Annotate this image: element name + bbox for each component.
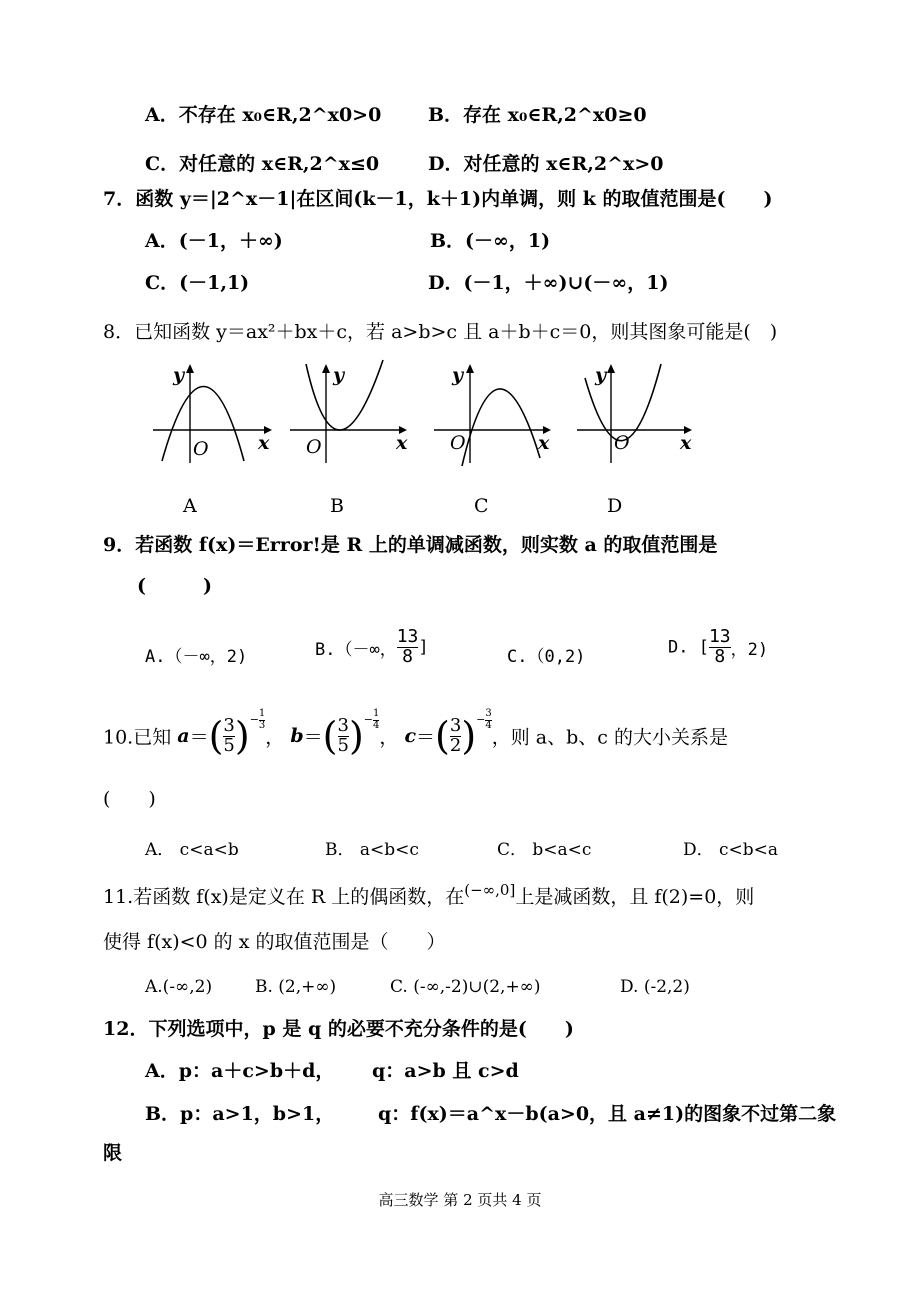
q12-stem: 12．下列选项中，p 是 q 的必要不充分条件的是( ) [103, 1018, 574, 1040]
q10-c-exp-minus: − [476, 713, 486, 726]
q9-stem: 9．若函数 f(x)＝Error!是 R 上的单调减函数，则实数 a 的取值范围是 [103, 534, 718, 556]
q10-a-den: 5 [223, 734, 235, 756]
q6-option-a: A．不存在 x₀∈R,2^x0>0 [145, 104, 382, 126]
q9-b-fraction [397, 628, 419, 667]
q8-c-origin: O [450, 432, 466, 454]
q9-option-a: A.（－∞，2) [145, 647, 248, 667]
q8-label-a: A [183, 495, 197, 517]
q10-c-exp-den: 4 [485, 719, 492, 731]
q10-a-exp-minus: − [249, 713, 259, 726]
q10-tail: ，则 a、b、c 的大小关系是 [491, 726, 728, 749]
q9-d-den: 8 [714, 645, 726, 667]
q7-option-a: A．(－1，＋∞) [145, 230, 283, 252]
q10-b-exp-num: 1 [373, 708, 380, 719]
q11-stem-part1: 11.若函数 f(x)是定义在 R 上的偶函数，在 [103, 886, 465, 908]
q10-paren: ( ) [103, 788, 156, 810]
q11-stem-line2: 使得 f(x)<0 的 x 的取值范围是（ ） [103, 931, 446, 953]
q7-option-c: C．(－1,1) [145, 272, 250, 294]
q11-option-a: A.(-∞,2) [145, 977, 213, 997]
q10-label: 10.已知 [103, 726, 172, 749]
q9-b-num: 13 [396, 626, 419, 647]
q8-c-y-label: y [452, 364, 464, 386]
q8-d-y-label: y [595, 364, 607, 386]
q9-b-den: 8 [402, 645, 413, 667]
q8-label-d: D [607, 495, 623, 517]
q10-sep-1: ， [265, 726, 285, 749]
q10-option-b: B． a<b<c [325, 840, 419, 860]
q8-a-y-label: y [173, 364, 185, 386]
q10-b-exp-minus: − [363, 713, 373, 726]
q10-a-eq: ＝ [189, 726, 209, 749]
q12-b-p: B．p：a>1，b>1， [145, 1103, 335, 1125]
q10-a-exp-den: 3 [258, 719, 266, 731]
q9-b-suffix: ] [418, 637, 429, 658]
q11-interval: (−∞,0] [464, 881, 516, 899]
q10-c-exp-num: 3 [485, 708, 492, 719]
q10-sep-2: ， [379, 726, 399, 749]
q8-label-b: B [330, 495, 344, 517]
q10-option-a: A． c<a<b [145, 840, 239, 860]
page-footer: 高三数学 第 2 页共 4 页 [378, 1191, 542, 1209]
q9-option-b [315, 628, 429, 667]
q9-option-d [668, 628, 768, 667]
q10-c-num: 3 [449, 714, 462, 736]
q10-a-num: 3 [223, 714, 235, 736]
q10-a-exp-num: 1 [258, 708, 266, 719]
q8-d-x-label: x [680, 432, 692, 454]
q10-b-base [337, 714, 349, 756]
q6-option-c: C．对任意的 x∈R,2^x≤0 [145, 153, 380, 175]
q10-c-base [449, 714, 462, 756]
q11-stem-part2: 上是减函数，且 f(2)=0，则 [515, 886, 755, 908]
q12-b-q: q：f(x)＝a^x－b(a>0，且 a≠1)的图象不过第二象 [378, 1103, 837, 1125]
q12-a-p: A．p：a＋c>b＋d， [145, 1060, 335, 1082]
q8-c-x-label: x [538, 432, 550, 454]
q10-a-var: a [177, 725, 190, 747]
q10-option-d: D． c<b<a [683, 840, 779, 860]
q10-b-num: 3 [337, 714, 349, 736]
q6-option-d: D．对任意的 x∈R,2^x>0 [428, 153, 664, 175]
q9-d-fraction [709, 628, 731, 667]
q10-c-exp [476, 708, 492, 731]
q12-a-q: q：a>b 且 c>d [372, 1060, 519, 1082]
q10-option-c: C． b<a<c [497, 840, 592, 860]
q10-a-base [223, 714, 235, 756]
q10-b-exp-den: 4 [373, 719, 380, 731]
q9-d-suffix: ，2) [730, 639, 769, 660]
q9-d-prefix: D. [ [668, 637, 709, 658]
q9-b-prefix: B.（－∞， [315, 639, 397, 660]
q6-option-b: B．存在 x₀∈R,2^x0≥0 [428, 104, 647, 126]
q11-option-c: C. (-∞,-2)∪(2,+∞) [390, 977, 541, 997]
q10-b-exp [363, 708, 380, 731]
q8-label-c: C [474, 495, 489, 517]
q7-stem: 7．函数 y＝|2^x－1|在区间(k－1，k＋1)内单调，则 k 的取值范围是( ) [103, 188, 773, 210]
q9-d-num: 13 [708, 626, 731, 647]
q12-b-tail: 限 [103, 1142, 123, 1164]
q10-stem: 10.已知 a＝( $\frac{3}{5}$ )$^{- \frac{1}{3}}$ ， b＝( $\frac{3}{5}$ )$^{- \frac{1}{4}}$ ， c＝( $\frac{3}{2}$ )$^{- \frac{3}{4}}$ ，则 a、b、c 的大小关系是 [103, 708, 728, 758]
q7-option-d: D．(－1，＋∞)∪(－∞，1) [428, 272, 669, 294]
q8-b-y-label: y [333, 364, 345, 386]
q11-option-d: D. (-2,2) [620, 977, 690, 997]
q10-a-exp [249, 708, 266, 731]
q10-b-eq: ＝ [303, 726, 323, 749]
q9-option-c: C.（0,2) [507, 647, 586, 667]
q10-c-den: 2 [449, 734, 462, 756]
q8-a-x-label: x [258, 432, 270, 454]
q10-b-var: b [290, 725, 304, 747]
q10-c-eq: ＝ [416, 726, 436, 749]
q8-b-x-label: x [396, 432, 408, 454]
q9-paren: ( ) [137, 575, 212, 597]
q8-d-origin: O [614, 432, 630, 454]
q8-stem: 8．已知函数 y＝ax²＋bx＋c，若 a>b>c 且 a＋b＋c＝0，则其图象可能是( ) [103, 321, 778, 343]
q10-b-den: 5 [337, 734, 349, 756]
q11-stem-line1 [103, 882, 754, 909]
q8-a-origin: O [193, 438, 209, 460]
q11-option-b: B. (2,+∞) [255, 977, 337, 997]
q10-c-var: c [404, 725, 417, 747]
q7-option-b: B．(－∞，1) [430, 230, 551, 252]
q8-b-origin: O [306, 436, 322, 458]
